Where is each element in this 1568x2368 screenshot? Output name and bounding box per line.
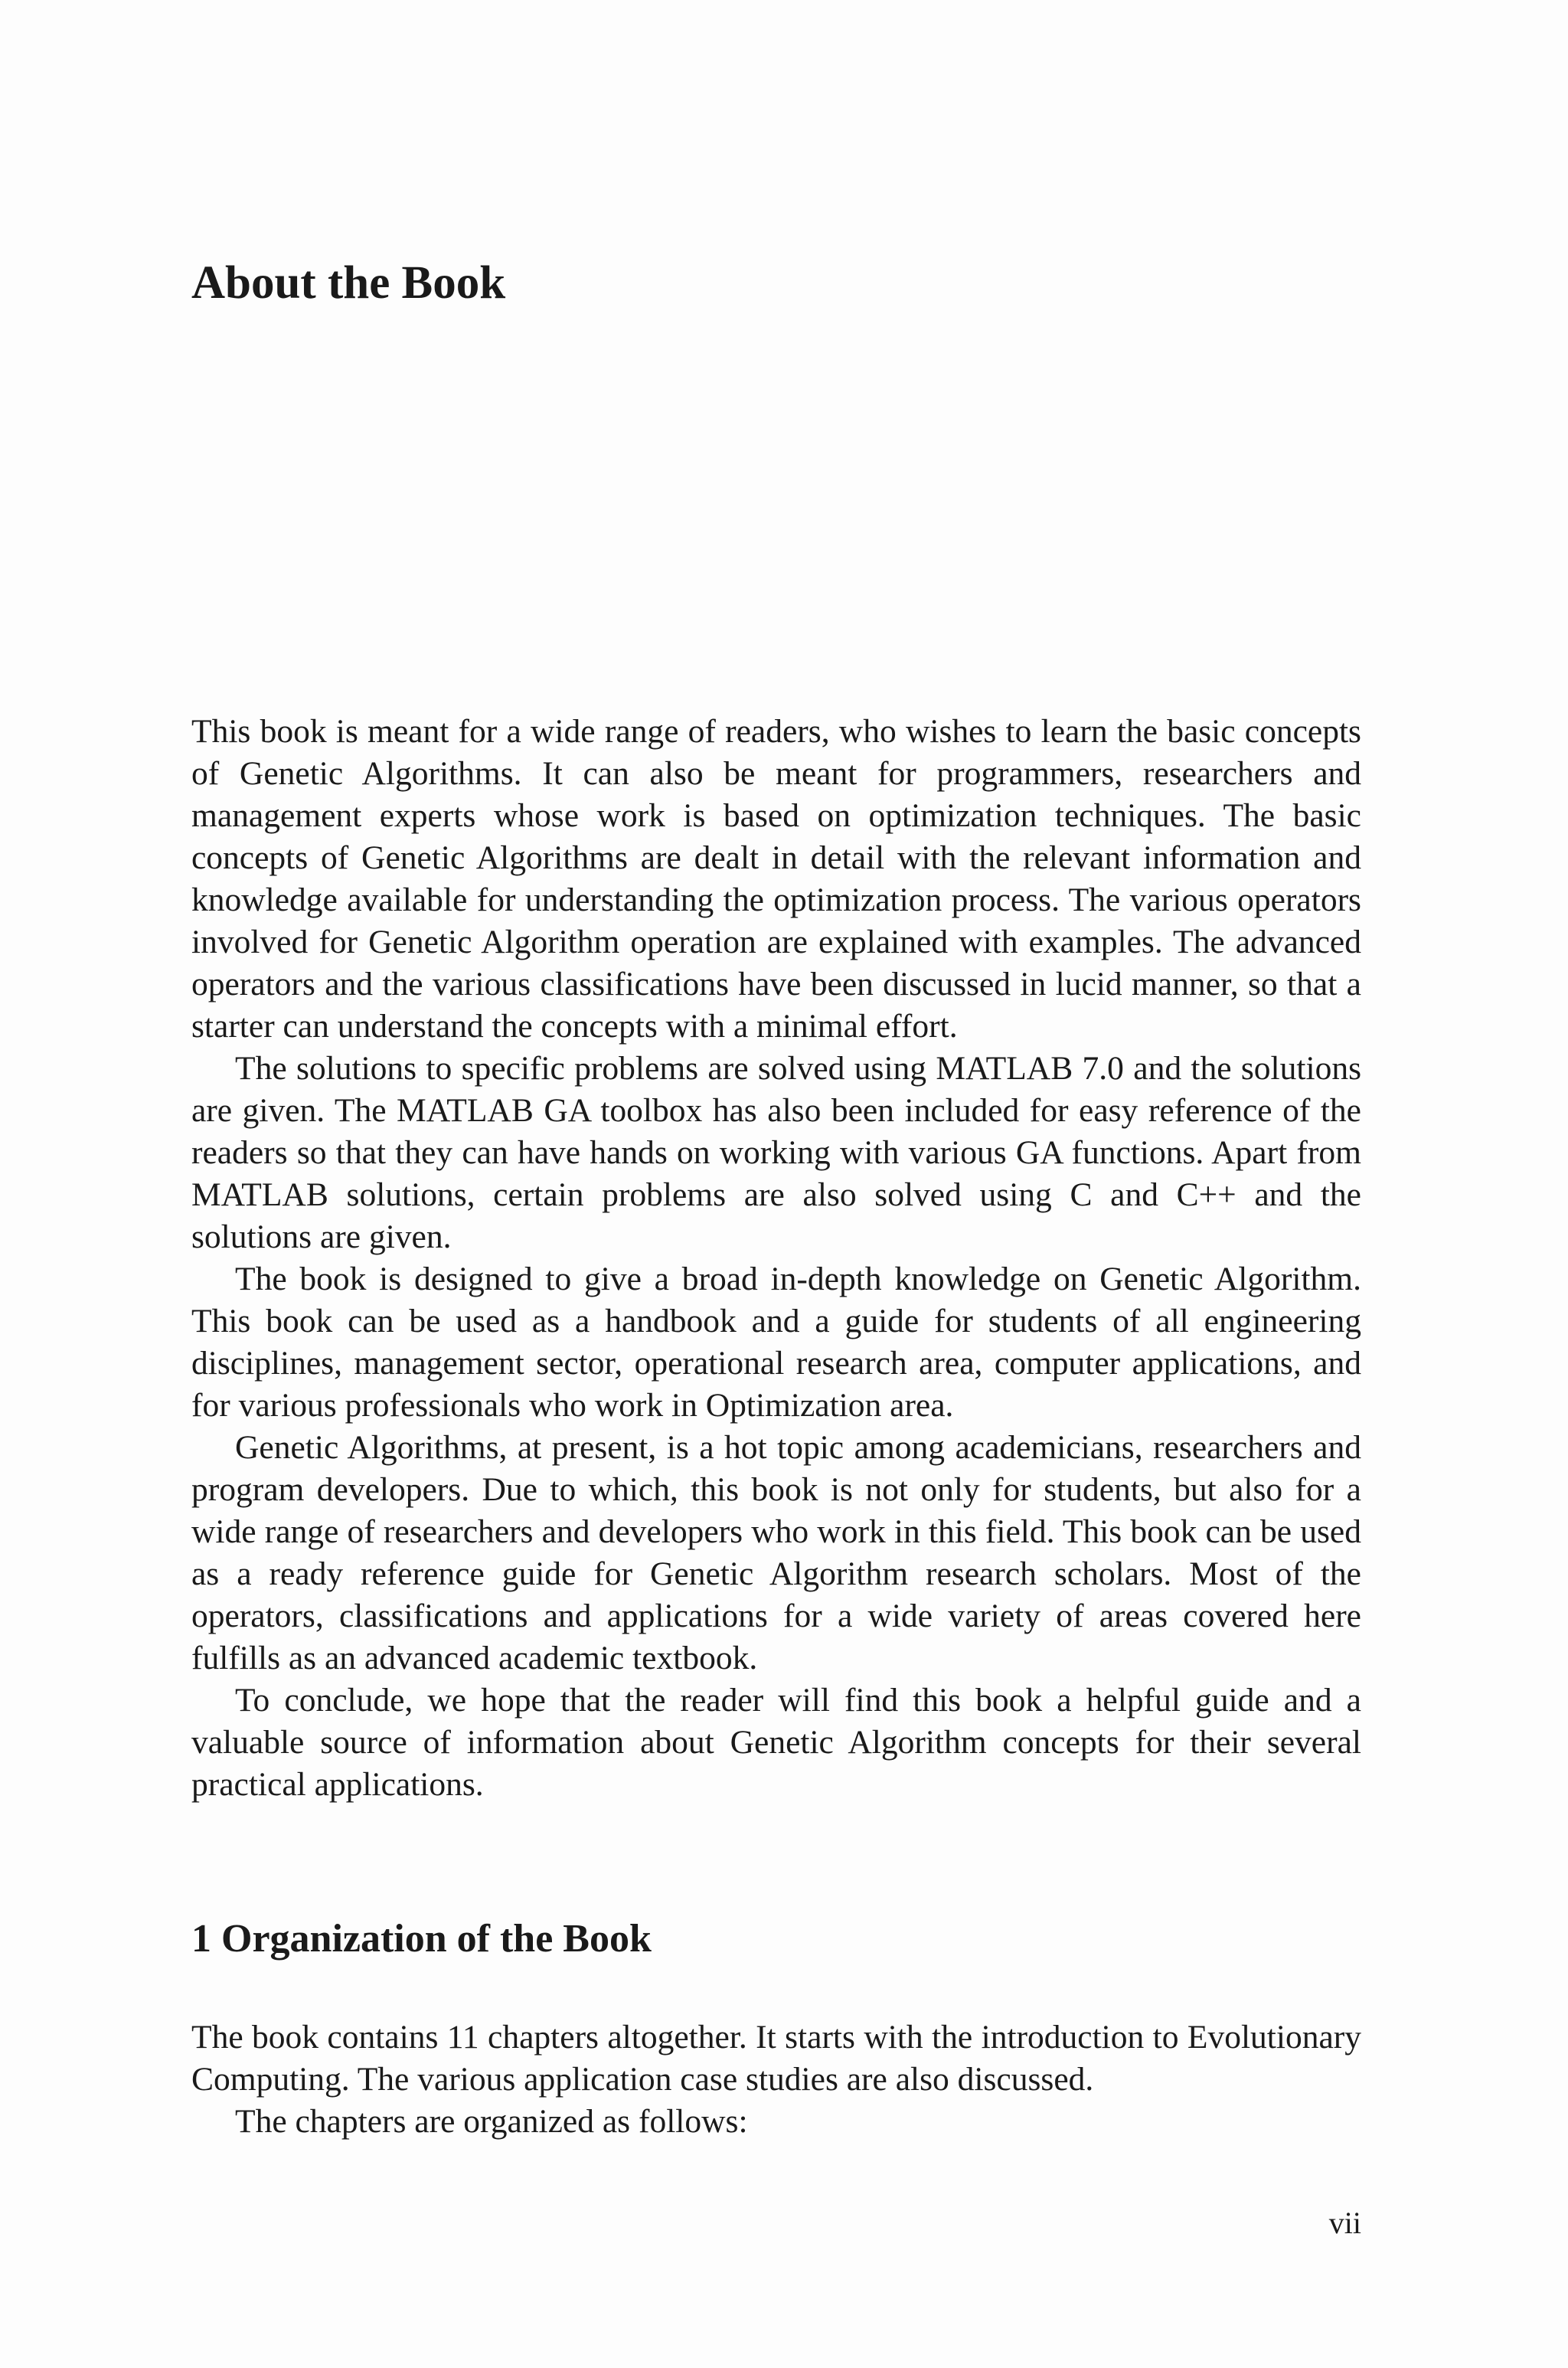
organization-text <box>191 2016 1361 2143</box>
section-title: 1 Organization of the Book <box>191 1917 652 1961</box>
intro-paragraph-3: The book is designed to give a broad in-depth knowledge on Genetic Algorithm. This book can be used as a handbook and a guide for students of all engineering disciplines, management sector, operational research area, computer applications, and for various professionals who work in Optimization area. <box>191 1261 1361 1424</box>
chapter-title: About the Book <box>191 257 506 309</box>
intro-paragraph-2: The solutions to specific problems are solved using MATLAB 7.0 and the solutions are given. The MATLAB GA toolbox has also been included for easy reference of the readers so that they can have hands on working with various GA functions. Apart from MATLAB solutions, certain problems are also solved using C and C++ and the solutions are given. <box>191 1050 1361 1255</box>
intro-paragraph-1: This book is meant for a wide range of readers, who wishes to learn the basic concepts of Genetic Algorithms. It can also be meant for programmers, researchers and management experts whose work is based on optimization techniques. The basic concepts of Genetic Algorithms are dealt in detail with the relevant information and knowledge available for understanding the optimization process. The various operators involved for Genetic Algorithm operation are explained with examples. The advanced operators and the various classifications have been discussed in lucid manner, so that a starter can understand the concepts with a minimal effort. <box>191 713 1361 1045</box>
book-page <box>191 0 1361 2368</box>
intro-text <box>191 711 1361 1806</box>
organization-paragraph-1: The book contains 11 chapters altogether. It starts with the introduction to Evolutionary Computing. The various application case studies are also discussed. <box>191 2019 1361 2098</box>
intro-paragraph-4: Genetic Algorithms, at present, is a hot topic among academicians, researchers and program developers. Due to which, this book is not only for students, but also for a wide range of researchers and developers who work in this field. This book can be used as a ready reference guide for Genetic Algorithm research scholars. Most of the operators, classifications and applications for a wide variety of areas covered here fulfills as an advanced academic textbook. <box>191 1429 1361 1676</box>
intro-paragraph-5: To conclude, we hope that the reader will find this book a helpful guide and a valuable source of information about Genetic Algorithm concepts for their several practical applications. <box>191 1682 1361 1803</box>
page-number: vii <box>1328 2206 1361 2240</box>
organization-paragraph-2: The chapters are organized as follows: <box>235 2103 748 2140</box>
